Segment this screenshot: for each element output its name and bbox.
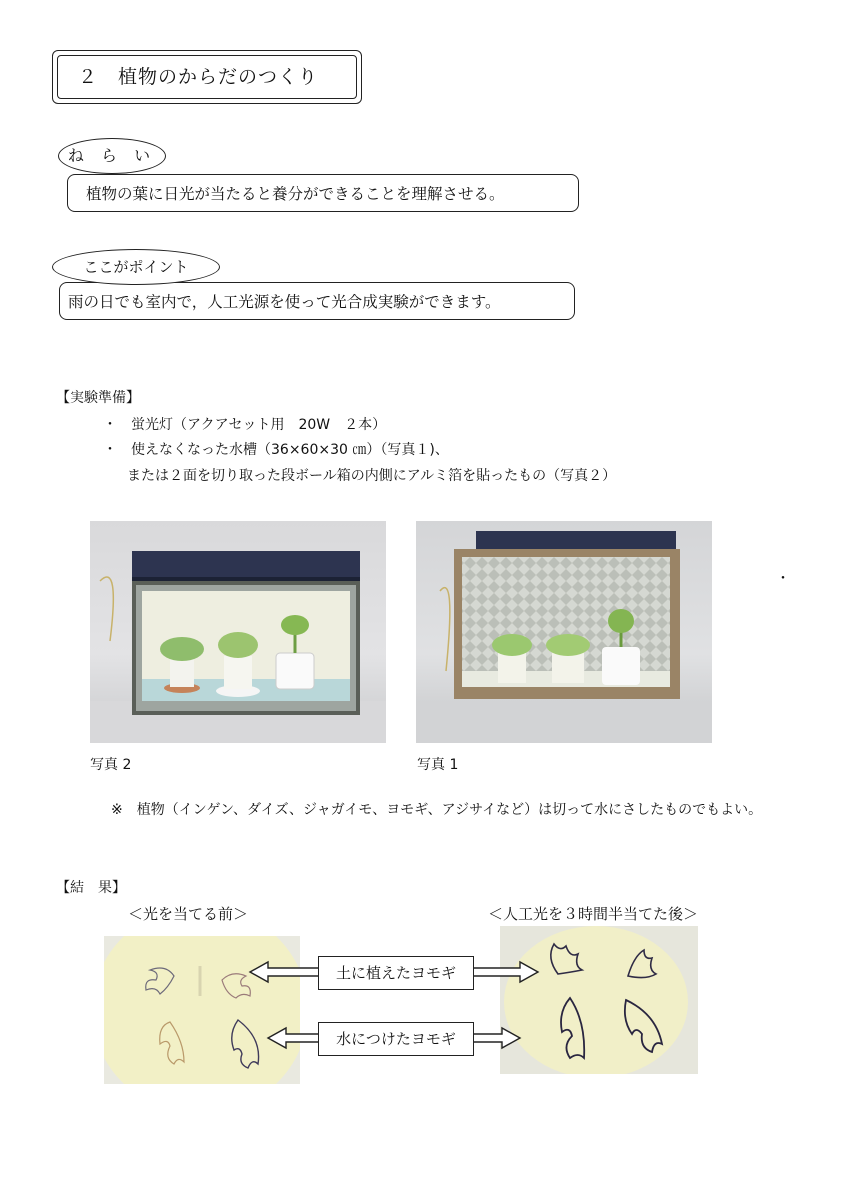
preparation-item-1: ・ 蛍光灯（アクアセット用 20W ２本）	[103, 417, 387, 433]
results-heading: 【結 果】	[56, 880, 126, 896]
note-text: ※ 植物（インゲン、ダイズ、ジャガイモ、ヨモギ、アジサイなど）は切って水にさしたものでもよい。	[111, 802, 763, 818]
page-title: ２ 植物のからだのつくり	[57, 55, 357, 99]
point-text: 雨の日でも室内で，人工光源を使って光合成実験ができます。	[59, 282, 575, 320]
double-arrow-left-icon	[250, 962, 320, 982]
point-label: ここがポイント	[52, 249, 220, 285]
aim-text: 植物の葉に日光が当たると養分ができることを理解させる。	[67, 174, 579, 212]
stray-dot: ・	[776, 571, 790, 587]
cardboard-box-illustration	[416, 521, 712, 743]
photo-aquarium	[90, 521, 386, 743]
after-light-label: ＜人工光を３時間半当てた後＞	[488, 905, 699, 923]
preparation-continuation: または２面を切り取った段ボール箱の内側にアルミ箔を貼ったもの（写真２）	[127, 468, 617, 484]
double-arrow-left-icon	[268, 1028, 320, 1048]
photo-cardboard-box	[416, 521, 712, 743]
double-arrow-right-icon	[470, 1028, 520, 1048]
preparation-heading: 【実験準備】	[56, 390, 140, 406]
preparation-item-2: ・ 使えなくなった水槽（36×60×30 ㎝）（写真１)、	[103, 442, 449, 458]
photo-2-caption: 写真 2	[90, 757, 132, 773]
before-light-label: ＜光を当てる前＞	[128, 905, 249, 923]
aquarium-illustration	[90, 521, 386, 743]
double-arrow-right-icon	[470, 962, 538, 982]
soil-yomogi-label: 土に植えたヨモギ	[318, 956, 474, 990]
aim-label: ね ら い	[58, 138, 166, 174]
water-yomogi-label: 水につけたヨモギ	[318, 1022, 474, 1056]
photo-1-caption: 写真 1	[417, 757, 459, 773]
